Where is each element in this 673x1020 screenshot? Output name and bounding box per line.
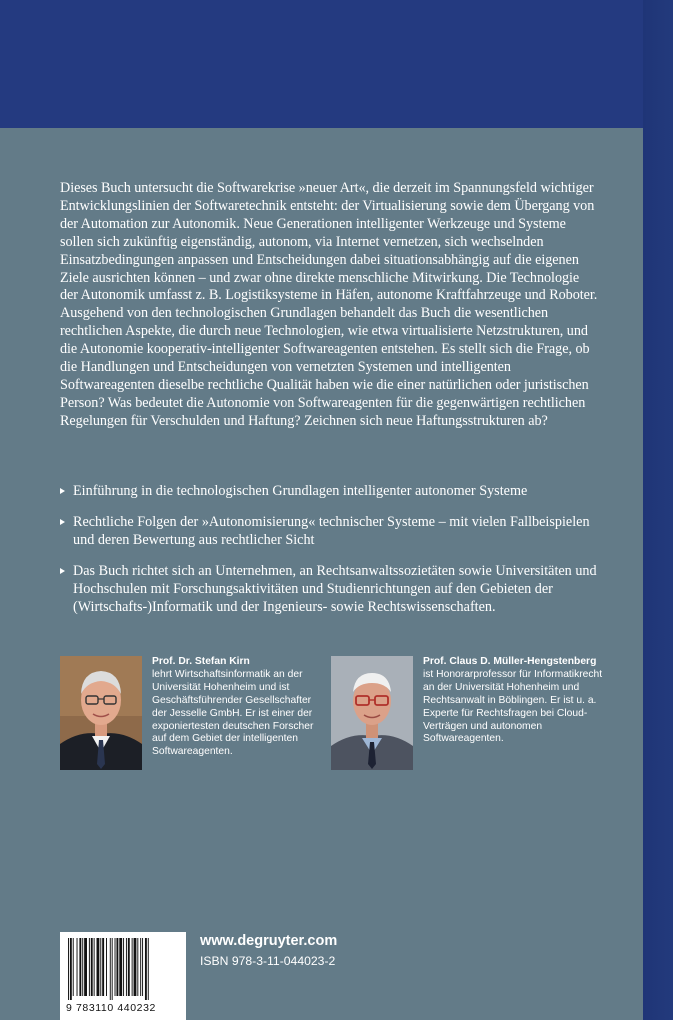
barcode-bars: [66, 938, 180, 1000]
barcode-bar: [123, 938, 124, 996]
barcode-bar: [134, 938, 137, 996]
barcode-bar: [84, 938, 87, 996]
feature-text: Einführung in die technologischen Grundlagen intelligenter autonomer Systeme: [73, 483, 528, 499]
barcode-bar: [94, 938, 95, 996]
barcode-bar: [140, 938, 141, 996]
barcode-bar: [100, 938, 101, 996]
barcode-bar: [132, 938, 133, 996]
back-cover-panel: [0, 128, 643, 1020]
feature-list-item: [60, 514, 600, 550]
author-bio: [423, 656, 603, 746]
barcode-bar: [112, 938, 113, 1000]
barcode-bar: [82, 938, 83, 996]
barcode-bar: [116, 938, 118, 996]
publisher-url[interactable]: www.degruyter.com: [200, 933, 338, 949]
barcode-bar: [77, 938, 78, 996]
barcode-bar: [137, 938, 138, 996]
cover-top-band: [0, 0, 673, 128]
barcode-bar: [110, 938, 111, 1000]
barcode-bar: [102, 938, 104, 996]
barcode-bar: [73, 938, 74, 996]
barcode-bar: [115, 938, 116, 996]
isbn-barcode: [60, 932, 186, 1020]
feature-text: Das Buch richtet sich an Unternehmen, an Rechtsanwaltssozietäten sowie Universitäten und Hochschulen mit Forschungsaktivitäten und Studienrichtungen auf den Gebieten der (Wirtschafts-)Informatik und der Ingenieurs- sowie Rechtswissenschaften.: [73, 562, 597, 615]
book-description: Dieses Buch untersucht die Softwarekrise »neuer Art«, die derzeit im Spannungsfeld wichtiger Entwicklungslinien der Softwaretechnik entsteht: der Virtualisierung sowie dem Übergang von der Automation zur Autonomik. Neue Generationen intelligenter Werkzeuge und Systeme sollen sich zukünftig eigenständig, autonom, via Internet vernetzen, sich wechselnden Einsatzbedingungen anpassen und Entscheidungen dabei situationsabhängig auf die eigenen Ziele ausrichten können – und zwar ohne direkte menschliche Mitwirkung. Die Technologie der Autonomik umfasst z. B. Logistiksysteme in Häfen, autonome Kraftfahrzeuge und Roboter. Ausgehend von den technologischen Grundlagen behandelt das Buch die wesentlichen rechtlichen Aspekte, die durch neue Technologien, wie etwa virtualisierte Netzstrukturen, und die Autonomie kooperativ-intelligenter Softwareagenten entstehen. Es stellt sich die Frage, ob die Handlungen und Entscheidungen von vernetzten Systemen und intelligenten Softwareagenten dieselbe rechtliche Qualität haben wie die einer natürlichen oder juristischen Person? Was bedeutet die Autonomie von Softwareagenten für die gegenwärtigen rechtlichen Regelungen für Verschulden und Haftung? Zeichnen sich neue Haftungsstrukturen ab?: [60, 180, 598, 429]
isbn-number: ISBN 978-3-11-044023-2: [200, 954, 336, 968]
author-bio: [152, 656, 322, 759]
triangle-bullet-icon: [60, 488, 65, 494]
barcode-bar: [148, 938, 149, 1000]
author-photo: [331, 656, 413, 770]
barcode-bar: [106, 938, 107, 996]
author-name: Prof. Claus D. Müller-Hengstenberg: [423, 656, 597, 667]
barcode-bar: [70, 938, 72, 1000]
barcode-digits: 9 783110 440232: [66, 1002, 156, 1014]
publisher-info: [200, 933, 337, 970]
barcode-bar: [145, 938, 147, 1000]
barcode-bar: [68, 938, 69, 1000]
author-bio-text: lehrt Wirtschaftsinformatik an der Universität Hohenheim und ist Geschäftsführender Gesellschafter der Jesselle GmbH. Er ist einer der exponiertesten deutschen Forscher auf dem Gebiet der intelligenten Softwareagenten.: [152, 668, 314, 758]
barcode-bar: [89, 938, 90, 996]
feature-list: [60, 483, 600, 629]
barcode-bar: [91, 938, 93, 996]
barcode-bar: [119, 938, 122, 996]
author-photo: [60, 656, 142, 770]
barcode-bar: [128, 938, 130, 996]
barcode-bar: [142, 938, 143, 996]
feature-list-item: [60, 563, 600, 617]
feature-list-item: [60, 483, 600, 501]
book-spine-edge: [643, 0, 673, 1020]
author-name: Prof. Dr. Stefan Kirn: [152, 656, 250, 667]
triangle-bullet-icon: [60, 568, 65, 574]
triangle-bullet-icon: [60, 519, 65, 525]
feature-text: Rechtliche Folgen der »Autonomisierung« technischer Systeme – mit vielen Fallbeispielen und deren Bewertung aus rechtlicher Sicht: [73, 513, 590, 548]
barcode-bar: [97, 938, 100, 996]
barcode-bar: [126, 938, 127, 996]
barcode-bar: [79, 938, 81, 996]
author-bio-text: ist Honorarprofessor für Informatikrecht an der Universität Hohenheim und Rechtsanwalt in Böblingen. Er ist u. a. Experte für Rechtsfragen bei Cloud-Verträgen und autonomen Softwareagenten.: [423, 668, 603, 745]
